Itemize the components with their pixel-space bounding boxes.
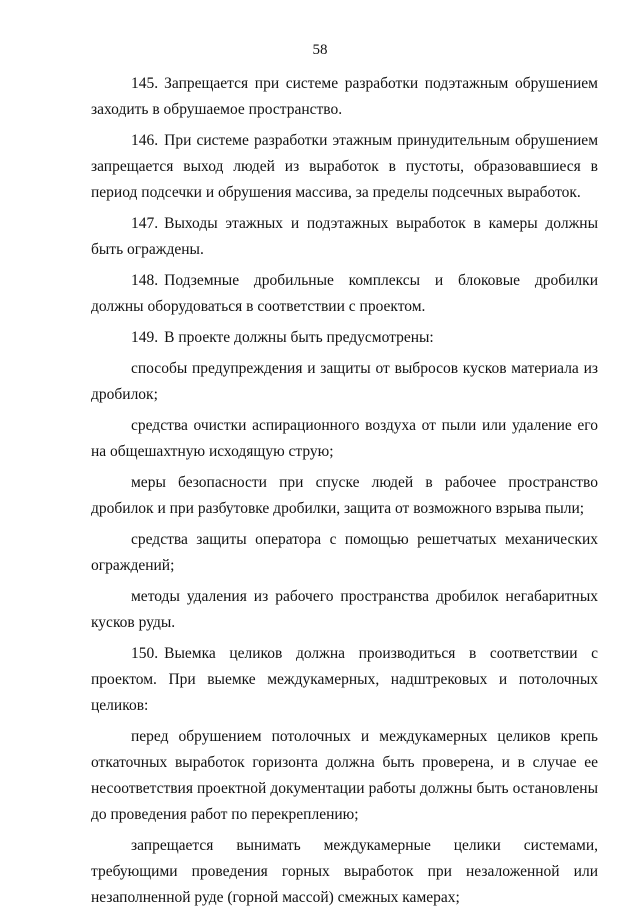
list-item-text: средства очистки аспирационного воздуха от пыли или удаление его на общешахтную исходящую струю; — [91, 417, 598, 460]
paragraph-148 — [91, 268, 598, 320]
paragraph-text: При системе разработки этажным принудительным обрушением запрещается выход людей из выработок в пустоты, образовавшиеся в период подсечки и обрушения массива, за пределы подсечных выработок. — [91, 132, 598, 201]
paragraph-text: Запрещается при системе разработки подэтажным обрушением заходить в обрушаемое пространство. — [91, 75, 598, 118]
list-item-text: перед обрушением потолочных и междукамерных целиков крепь откаточных выработок горизонта должна быть проверена, и в случае ее несоответствия проектной документации работы должны быть остановлены до проведения работ по перекреплению; — [91, 728, 598, 823]
paragraph-145 — [91, 71, 598, 123]
page-number: 58 — [312, 42, 328, 58]
list-item — [91, 527, 598, 579]
paragraph-number: 150. — [131, 645, 159, 662]
paragraph-number: 149. — [131, 329, 159, 346]
paragraph-number: 145. — [131, 75, 159, 92]
paragraph-number: 147. — [131, 215, 159, 232]
paragraph-text: В проекте должны быть предусмотрены: — [164, 329, 434, 346]
list-item-text: методы удаления из рабочего пространства дробилок негабаритных кусков руды. — [91, 588, 598, 631]
list-item — [91, 724, 598, 828]
document-body — [91, 71, 598, 916]
paragraph-text: Подземные дробильные комплексы и блоковые дробилки должны оборудоваться в соответствии с проектом. — [91, 272, 598, 315]
list-item-text: средства защиты оператора с помощью решетчатых механических ограждений; — [91, 531, 598, 574]
list-item — [91, 470, 598, 522]
paragraph-150 — [91, 641, 598, 719]
paragraph-146 — [91, 128, 598, 206]
paragraph-147 — [91, 211, 598, 263]
paragraph-number: 146. — [131, 132, 159, 149]
list-item — [91, 833, 598, 911]
list-item-text: меры безопасности при спуске людей в рабочее пространство дробилок и при разбутовке дробилки, защита от возможного взрыва пыли; — [91, 474, 598, 517]
list-item — [91, 356, 598, 408]
paragraph-text: Выходы этажных и подэтажных выработок в камеры должны быть ограждены. — [91, 215, 598, 258]
list-item-text: способы предупреждения и защиты от выбросов кусков материала из дробилок; — [91, 360, 598, 403]
paragraph-149 — [91, 325, 598, 351]
paragraph-text: Выемка целиков должна производиться в соответствии с проектом. При выемке междукамерных, надштрековых и потолочных целиков: — [91, 645, 598, 714]
list-item-text: запрещается вынимать междукамерные целики системами, требующими проведения горных выработок при незаложенной или незаполненной руде (горной массой) смежных камерах; — [91, 837, 598, 906]
list-item — [91, 413, 598, 465]
list-item — [91, 584, 598, 636]
paragraph-number: 148. — [131, 272, 159, 289]
